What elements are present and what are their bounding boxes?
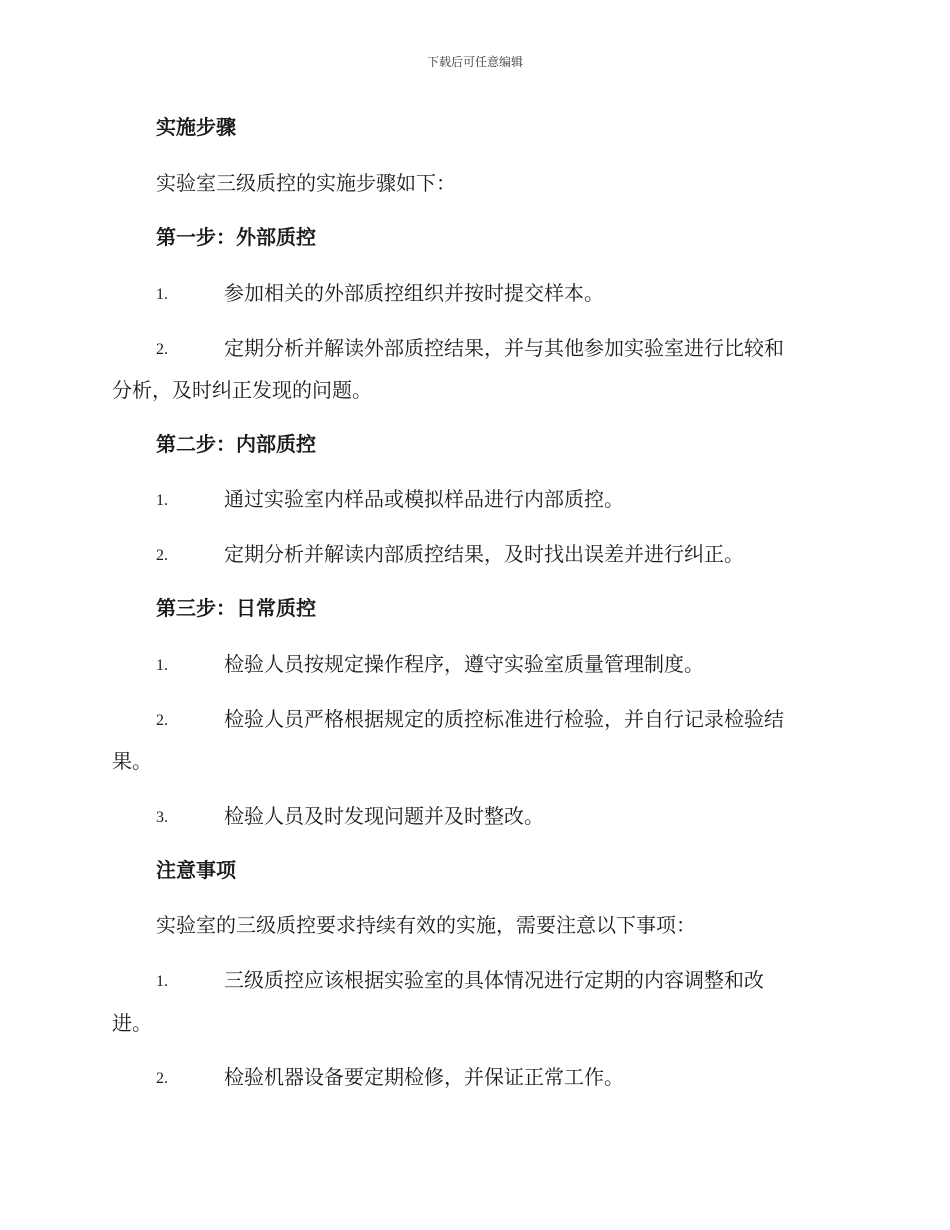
list-item-continuation: 果。 bbox=[112, 749, 152, 773]
list-item-number: 1. bbox=[156, 492, 168, 509]
list-item-number: 2. bbox=[156, 712, 168, 729]
step1-title: 第一步：外部质控 bbox=[156, 225, 316, 249]
list-item-text: 检验人员及时发现问题并及时整改。 bbox=[224, 804, 544, 828]
implementation-intro: 实验室三级质控的实施步骤如下： bbox=[156, 171, 456, 195]
section-title-implementation: 实施步骤 bbox=[156, 115, 236, 139]
list-item-number: 1. bbox=[156, 657, 168, 674]
list-item-text: 检验人员按规定操作程序，遵守实验室质量管理制度。 bbox=[224, 652, 704, 676]
list-item-number: 1. bbox=[156, 973, 168, 990]
notes-intro: 实验室的三级质控要求持续有效的实施，需要注意以下事项： bbox=[156, 913, 696, 937]
list-item-text: 通过实验室内样品或模拟样品进行内部质控。 bbox=[224, 487, 624, 511]
list-item-continuation: 进。 bbox=[112, 1011, 152, 1035]
list-item-text: 检验机器设备要定期检修，并保证正常工作。 bbox=[224, 1065, 624, 1089]
list-item-number: 2. bbox=[156, 341, 168, 358]
section-title-notes: 注意事项 bbox=[156, 858, 236, 882]
list-item-number: 2. bbox=[156, 1070, 168, 1087]
list-item-continuation: 分析，及时纠正发现的问题。 bbox=[112, 378, 372, 402]
list-item-text: 定期分析并解读内部质控结果，及时找出误差并进行纠正。 bbox=[224, 542, 744, 566]
list-item-text: 检验人员严格根据规定的质控标准进行检验，并自行记录检验结 bbox=[224, 707, 784, 731]
list-item-number: 2. bbox=[156, 547, 168, 564]
list-item-number: 1. bbox=[156, 286, 168, 303]
list-item-number: 3. bbox=[156, 809, 168, 826]
step3-title: 第三步：日常质控 bbox=[156, 596, 316, 620]
step2-title: 第二步：内部质控 bbox=[156, 432, 316, 456]
list-item-text: 三级质控应该根据实验室的具体情况进行定期的内容调整和改 bbox=[224, 968, 764, 992]
list-item-text: 定期分析并解读外部质控结果，并与其他参加实验室进行比较和 bbox=[224, 336, 784, 360]
list-item-text: 参加相关的外部质控组织并按时提交样本。 bbox=[224, 281, 604, 305]
page-header: 下载后可任意编辑 bbox=[426, 55, 523, 69]
